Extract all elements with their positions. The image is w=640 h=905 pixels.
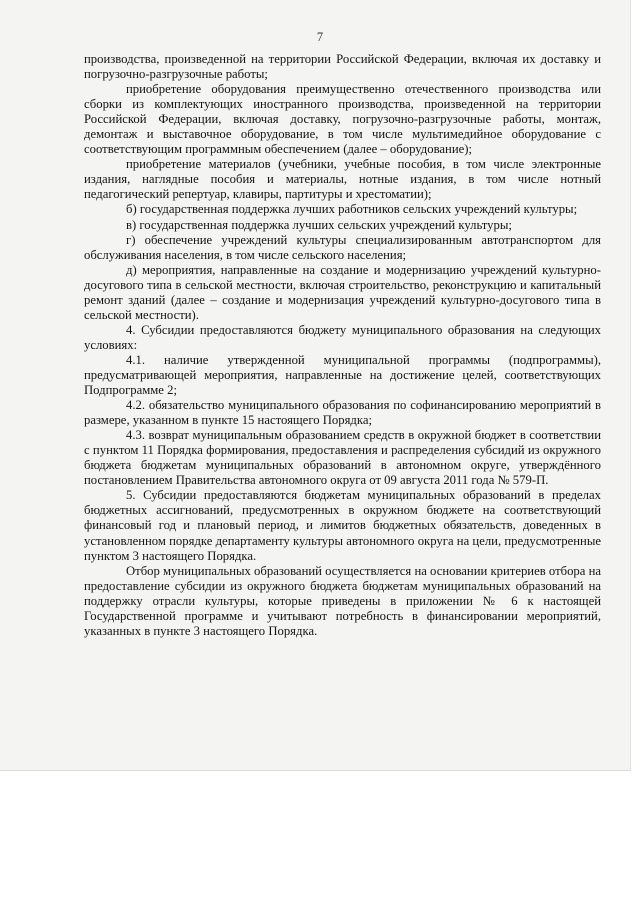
document-body bbox=[84, 52, 601, 639]
paragraph-equipment: приобретение оборудования преимущественно отечественного производства или сборки из комплектующих иностранного производства, произведенной на территории Российской Федерации, включая доставку, погрузочно-разгрузочные работы, монтаж, демонтаж и выставочное оборудование, в том числе мультимедийное оборудование с соответствующим программным обеспечением (далее – оборудование); bbox=[84, 82, 601, 157]
paragraph-4-1: 4.1. наличие утвержденной муниципальной программы (подпрограммы), предусматривающей мероприятия, направленные на достижение целей, соответствующих Подпрограмме 2; bbox=[84, 352, 601, 398]
paragraph-item-g: г) обеспечение учреждений культуры специализированным автотранспортом для обслуживания населения, в том числе сельского населения; bbox=[84, 232, 601, 262]
paragraph-4-3: 4.3. возврат муниципальным образованием средств в окружной бюджет в соответствии с пунктом 11 Порядка формирования, предоставления и распределения субсидий из окружного бюджета бюджетам муниципальных образований в автономном округе, утверждённого постановлением Правительства автономного округа от 09 августа 2011 года № 579-П. bbox=[84, 428, 601, 488]
paragraph-item-b: б) государственная поддержка лучших работников сельских учреждений культуры; bbox=[126, 202, 578, 217]
paragraph-4-2: 4.2. обязательство муниципального образования по софинансированию мероприятий в размере, указанном в пункте 15 настоящего Порядка; bbox=[84, 398, 601, 428]
paragraph-item-v: в) государственная поддержка лучших сельских учреждений культуры; bbox=[126, 217, 512, 232]
paragraph-continuation: производства, произведенной на территории Российской Федерации, включая их доставку и погрузочно-разгрузочные работы; bbox=[84, 52, 601, 82]
paragraph-5: 5. Субсидии предоставляются бюджетам муниципальных образований в пределах бюджетных ассигнований, предусмотренных в окружном бюджете на соответствующий финансовый год и плановый период, и лимитов бюджетных обязательств, доведенных в установленном порядке департаменту культуры автономного округа на цели, предусмотренные пунктом 3 настоящего Порядка. bbox=[84, 488, 601, 563]
paragraph-selection: Отбор муниципальных образований осуществляется на основании критериев отбора на предоставление субсидии из окружного бюджета бюджетам муниципальных образований на поддержку отрасли культуры, которые приведены в приложении № 6 к настоящей Государственной программе и учитывают потребность в финансировании мероприятий, указанных в пункте 3 настоящего Порядка. bbox=[84, 563, 601, 638]
paragraph-item-d: д) мероприятия, направленные на создание и модернизацию учреждений культурно-досугового типа в сельской местности, включая строительство, реконструкцию и капитальный ремонт зданий (далее – создание и модернизация учреждений культурно-досугового типа в сельской местности). bbox=[84, 262, 601, 322]
page-number: 7 bbox=[316, 30, 324, 44]
paragraph-4: 4. Субсидии предоставляются бюджету муниципального образования на следующих условиях: bbox=[84, 322, 601, 352]
paragraph-materials: приобретение материалов (учебники, учебные пособия, в том числе электронные издания, наглядные пособия и материалы, нотные издания, в том числе нотный педагогический репертуар, клавиры, партитуры и хрестоматии); bbox=[84, 157, 601, 202]
